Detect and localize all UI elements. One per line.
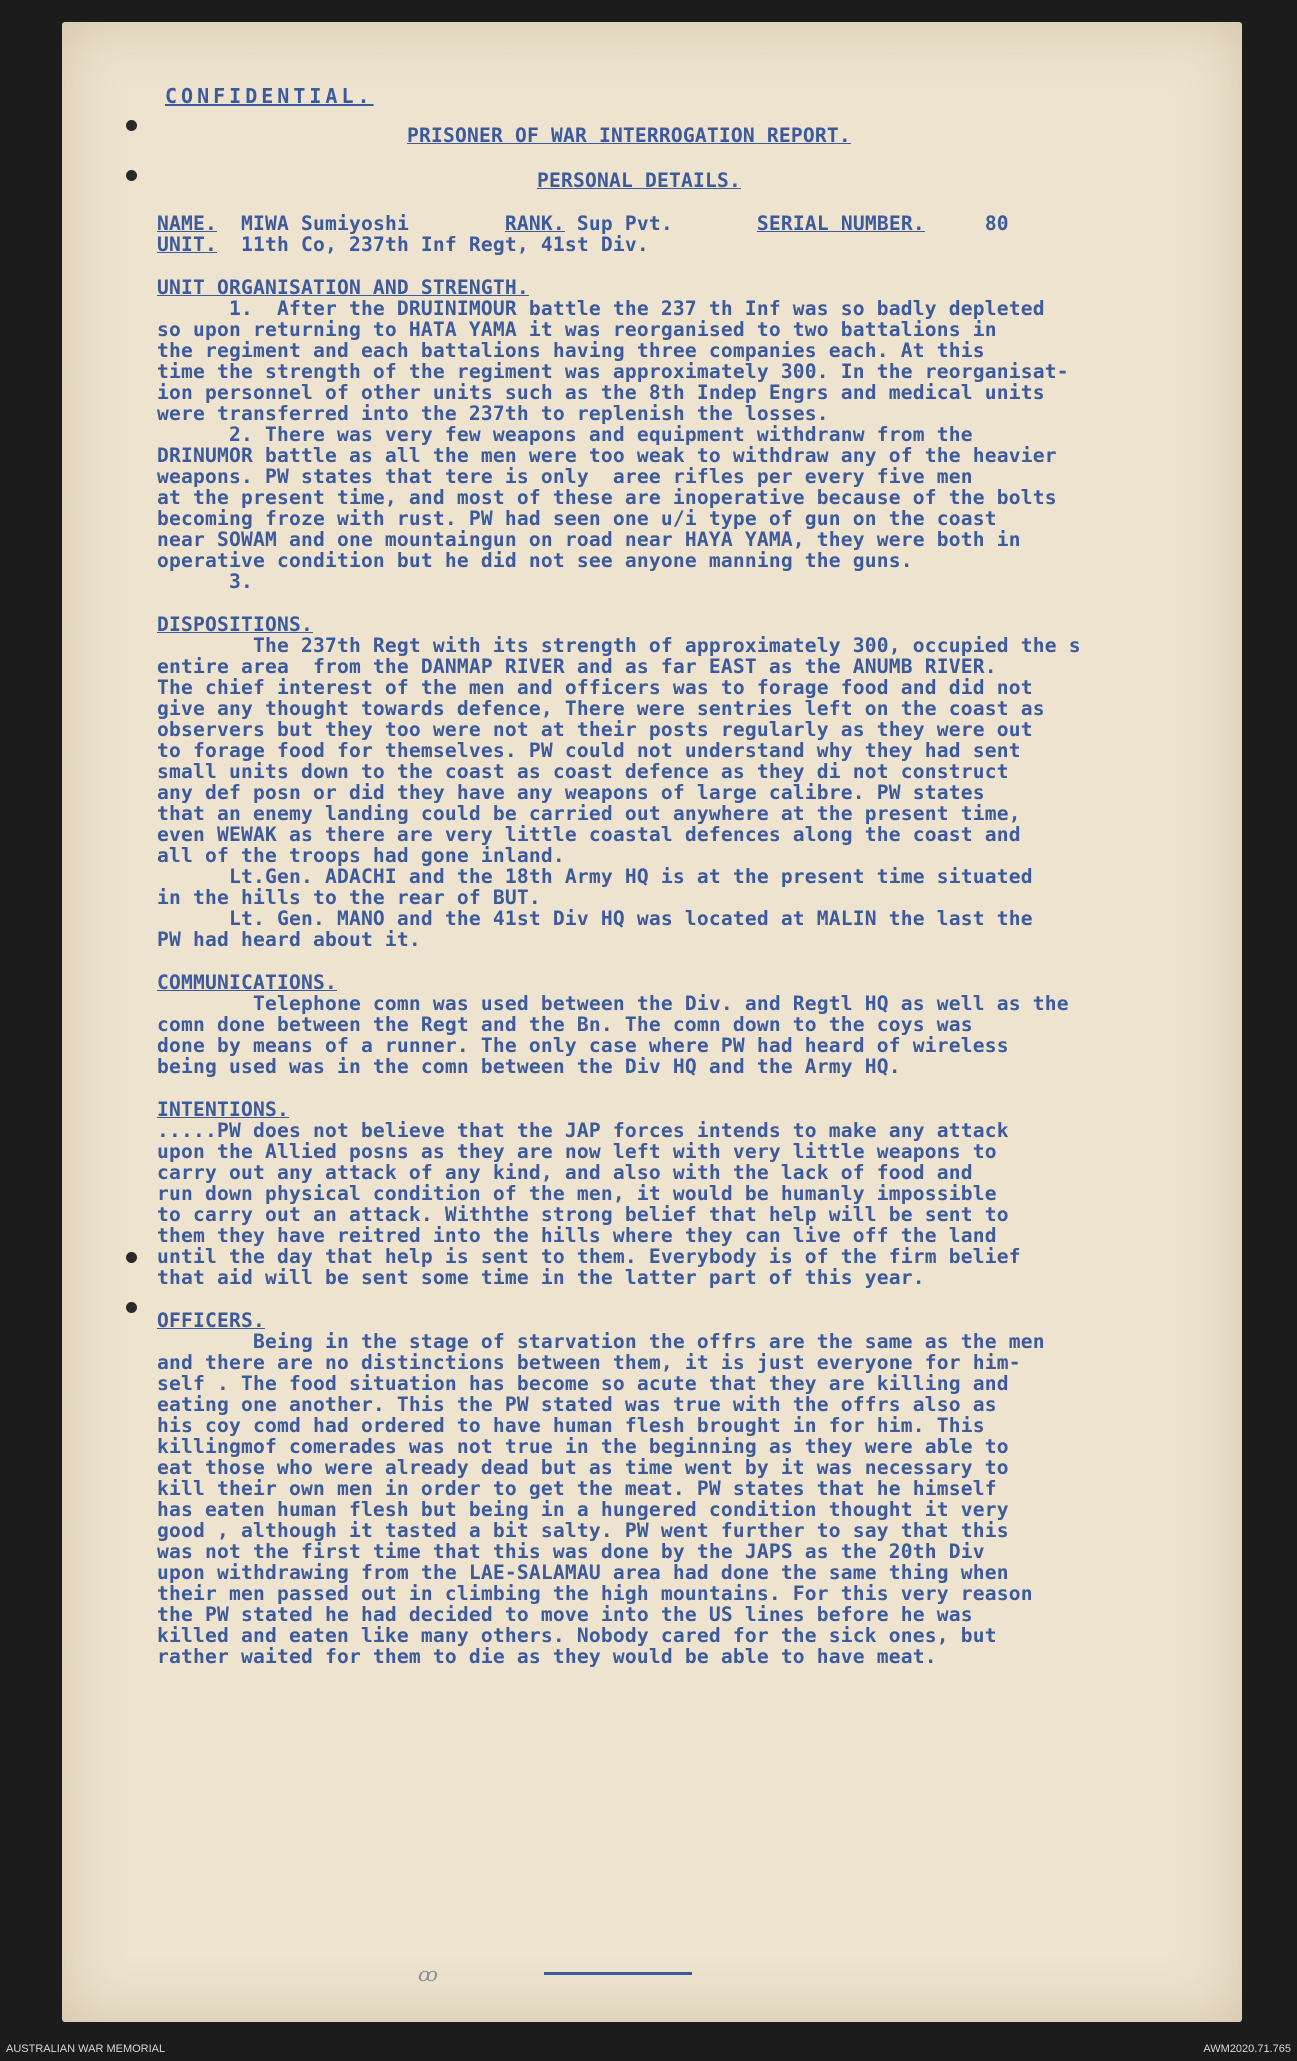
report-sections bbox=[157, 277, 1157, 1667]
report-title: PRISONER OF WAR INTERROGATION REPORT. bbox=[407, 124, 851, 147]
text-line: that an enemy landing could be carried out anywhere at the present time, bbox=[157, 802, 1021, 825]
text-line: their men passed out in climbing the high mountains. For this very reason bbox=[157, 1582, 1033, 1605]
report-section bbox=[157, 614, 1157, 950]
text-line: the PW stated he had decided to move into the US lines before he was bbox=[157, 1603, 973, 1626]
text-line: becoming froze with rust. PW had seen one u/i type of gun on the coast bbox=[157, 507, 997, 530]
report-section bbox=[157, 1310, 1157, 1667]
document-page bbox=[62, 22, 1242, 2022]
name-label: NAME. bbox=[157, 212, 217, 235]
name-value: MIWA Sumiyoshi bbox=[240, 212, 409, 235]
text-line: 1. After the DRUINIMOUR battle the 237 th Inf was so badly depleted bbox=[157, 297, 1045, 320]
rank-label: RANK. bbox=[504, 212, 565, 235]
text-line: operative condition but he did not see anyone manning the guns. bbox=[157, 549, 913, 572]
text-line: DRINUMOR battle as all the men were too weak to withdraw any of the heavier bbox=[157, 444, 1057, 467]
rank-value: Sup Pvt. bbox=[576, 212, 673, 235]
text-line: to carry out an attack. Withthe strong belief that help will be sent to bbox=[157, 1203, 1009, 1226]
punch-hole bbox=[126, 170, 137, 181]
text-line: was not the first time that this was done by the JAPS as the 20th Div bbox=[157, 1540, 985, 1563]
classification-mark: CONFIDENTIAL. bbox=[165, 84, 374, 108]
text-line: killingmof comerades was not true in the beginning as they were able to bbox=[157, 1435, 1009, 1458]
end-rule bbox=[544, 1972, 692, 1975]
text-line: Telephone comn was used between the Div. and Regtl HQ as well as the bbox=[157, 992, 1069, 1015]
text-line: his coy comd had ordered to have human flesh brought in for him. This bbox=[157, 1414, 985, 1437]
text-line: Lt. Gen. MANO and the 41st Div HQ was located at MALIN the last the bbox=[157, 907, 1033, 930]
text-line: kill their own men in order to get the meat. PW states that he himself bbox=[157, 1477, 997, 1500]
text-line: run down physical condition of the men, it would be humanly impossible bbox=[157, 1182, 997, 1205]
text-line: to forage food for themselves. PW could not understand why they had sent bbox=[157, 739, 1021, 762]
text-line: small units down to the coast as coast defence as they di not construct bbox=[157, 760, 1009, 783]
text-line: has eaten human flesh but being in a hungered condition thought it very bbox=[157, 1498, 1009, 1521]
text-line: Lt.Gen. ADACHI and the 18th Army HQ is at the present time situated bbox=[157, 865, 1033, 888]
text-line: done by means of a runner. The only case where PW had heard of wireless bbox=[157, 1034, 1009, 1057]
text-line: that aid will be sent some time in the latter part of this year. bbox=[157, 1266, 925, 1289]
handwritten-initials: ꝏ bbox=[418, 1962, 438, 1986]
text-line: 2. There was very few weapons and equipment withdranw from the bbox=[157, 423, 973, 446]
footer-source: AUSTRALIAN WAR MEMORIAL bbox=[6, 2043, 166, 2055]
text-line: at the present time, and most of these are inoperative because of the bolts bbox=[157, 486, 1057, 509]
text-line: and there are no distinctions between them, it is just everyone for him- bbox=[157, 1351, 1021, 1374]
report-text bbox=[157, 86, 1157, 1667]
serial-label: SERIAL NUMBER. bbox=[756, 212, 925, 235]
details-row-1 bbox=[157, 213, 1157, 234]
text-line: carry out any attack of any kind, and also with the lack of food and bbox=[157, 1161, 973, 1184]
text-line: 3. bbox=[157, 570, 253, 593]
text-line: any def posn or did they have any weapons of large calibre. PW states bbox=[157, 781, 985, 804]
text-line: PW had heard about it. bbox=[157, 928, 421, 951]
punch-hole bbox=[126, 1302, 137, 1313]
text-line: the regiment and each battalions having three companies each. At this bbox=[157, 339, 985, 362]
section-heading: COMMUNICATIONS. bbox=[157, 971, 337, 994]
text-line: self . The food situation has become so acute that they are killing and bbox=[157, 1372, 1009, 1395]
text-line: even WEWAK as there are very little coastal defences along the coast and bbox=[157, 823, 1021, 846]
text-line: ion personnel of other units such as the 8th Indep Engrs and medical units bbox=[157, 381, 1045, 404]
text-line: were transferred into the 237th to replenish the losses. bbox=[157, 402, 829, 425]
text-line: Being in the stage of starvation the offrs are the same as the men bbox=[157, 1330, 1045, 1353]
unit-label: UNIT. bbox=[157, 233, 217, 256]
text-line: eating one another. This the PW stated was true with the offrs also as bbox=[157, 1393, 997, 1416]
text-line: being used was in the comn between the Div HQ and the Army HQ. bbox=[157, 1055, 901, 1078]
text-line: time the strength of the regiment was approximately 300. In the reorganisat- bbox=[157, 360, 1069, 383]
text-line: entire area from the DANMAP RIVER and as far EAST as the ANUMB RIVER. bbox=[157, 655, 997, 678]
section-heading: UNIT ORGANISATION AND STRENGTH. bbox=[157, 276, 529, 299]
text-line: The chief interest of the men and officers was to forage food and did not bbox=[157, 676, 1033, 699]
personal-details bbox=[157, 213, 1157, 255]
punch-hole bbox=[126, 120, 137, 131]
report-section bbox=[157, 277, 1157, 592]
text-line: comn done between the Regt and the Bn. The comn down to the coys was bbox=[157, 1013, 973, 1036]
report-section bbox=[157, 972, 1157, 1077]
text-line: in the hills to the rear of BUT. bbox=[157, 886, 541, 909]
serial-value: 80 bbox=[984, 212, 1009, 235]
text-line: .....PW does not believe that the JAP forces intends to make any attack bbox=[157, 1119, 1009, 1142]
section-heading: OFFICERS. bbox=[157, 1309, 265, 1332]
text-line: them they have reitred into the hills where they can live off the land bbox=[157, 1224, 997, 1247]
report-section bbox=[157, 1099, 1157, 1288]
section-heading: DISPOSITIONS. bbox=[157, 613, 313, 636]
text-line: all of the troops had gone inland. bbox=[157, 844, 565, 867]
text-line: upon the Allied posns as they are now left with very little weapons to bbox=[157, 1140, 997, 1163]
section-heading: INTENTIONS. bbox=[157, 1098, 289, 1121]
text-line: eat those who were already dead but as time went by it was necessary to bbox=[157, 1456, 1009, 1479]
text-line: give any thought towards defence, There were sentries left on the coast as bbox=[157, 697, 1045, 720]
text-line: good , although it tasted a bit salty. PW went further to say that this bbox=[157, 1519, 1009, 1542]
text-line: killed and eaten like many others. Nobody cared for the sick ones, but bbox=[157, 1624, 997, 1647]
report-subtitle: PERSONAL DETAILS. bbox=[537, 169, 741, 192]
text-line: weapons. PW states that tere is only aree rifles per every five men bbox=[157, 465, 973, 488]
text-line: rather waited for them to die as they would be able to have meat. bbox=[157, 1645, 937, 1668]
text-line: until the day that help is sent to them. Everybody is of the firm belief bbox=[157, 1245, 1021, 1268]
text-line: The 237th Regt with its strength of approximately 300, occupied the s bbox=[157, 634, 1081, 657]
text-line: observers but they too were not at their posts regularly as they were out bbox=[157, 718, 1033, 741]
unit-value: 11th Co, 237th Inf Regt, 41st Div. bbox=[240, 233, 649, 256]
text-line: upon withdrawing from the LAE-SALAMAU area had done the same thing when bbox=[157, 1561, 1009, 1584]
text-line: near SOWAM and one mountaingun on road near HAYA YAMA, they were both in bbox=[157, 528, 1021, 551]
punch-hole bbox=[126, 1252, 137, 1263]
footer-accession: AWM2020.71.765 bbox=[1203, 2043, 1291, 2055]
text-line: so upon returning to HATA YAMA it was reorganised to two battalions in bbox=[157, 318, 997, 341]
details-row-2 bbox=[157, 234, 1157, 255]
